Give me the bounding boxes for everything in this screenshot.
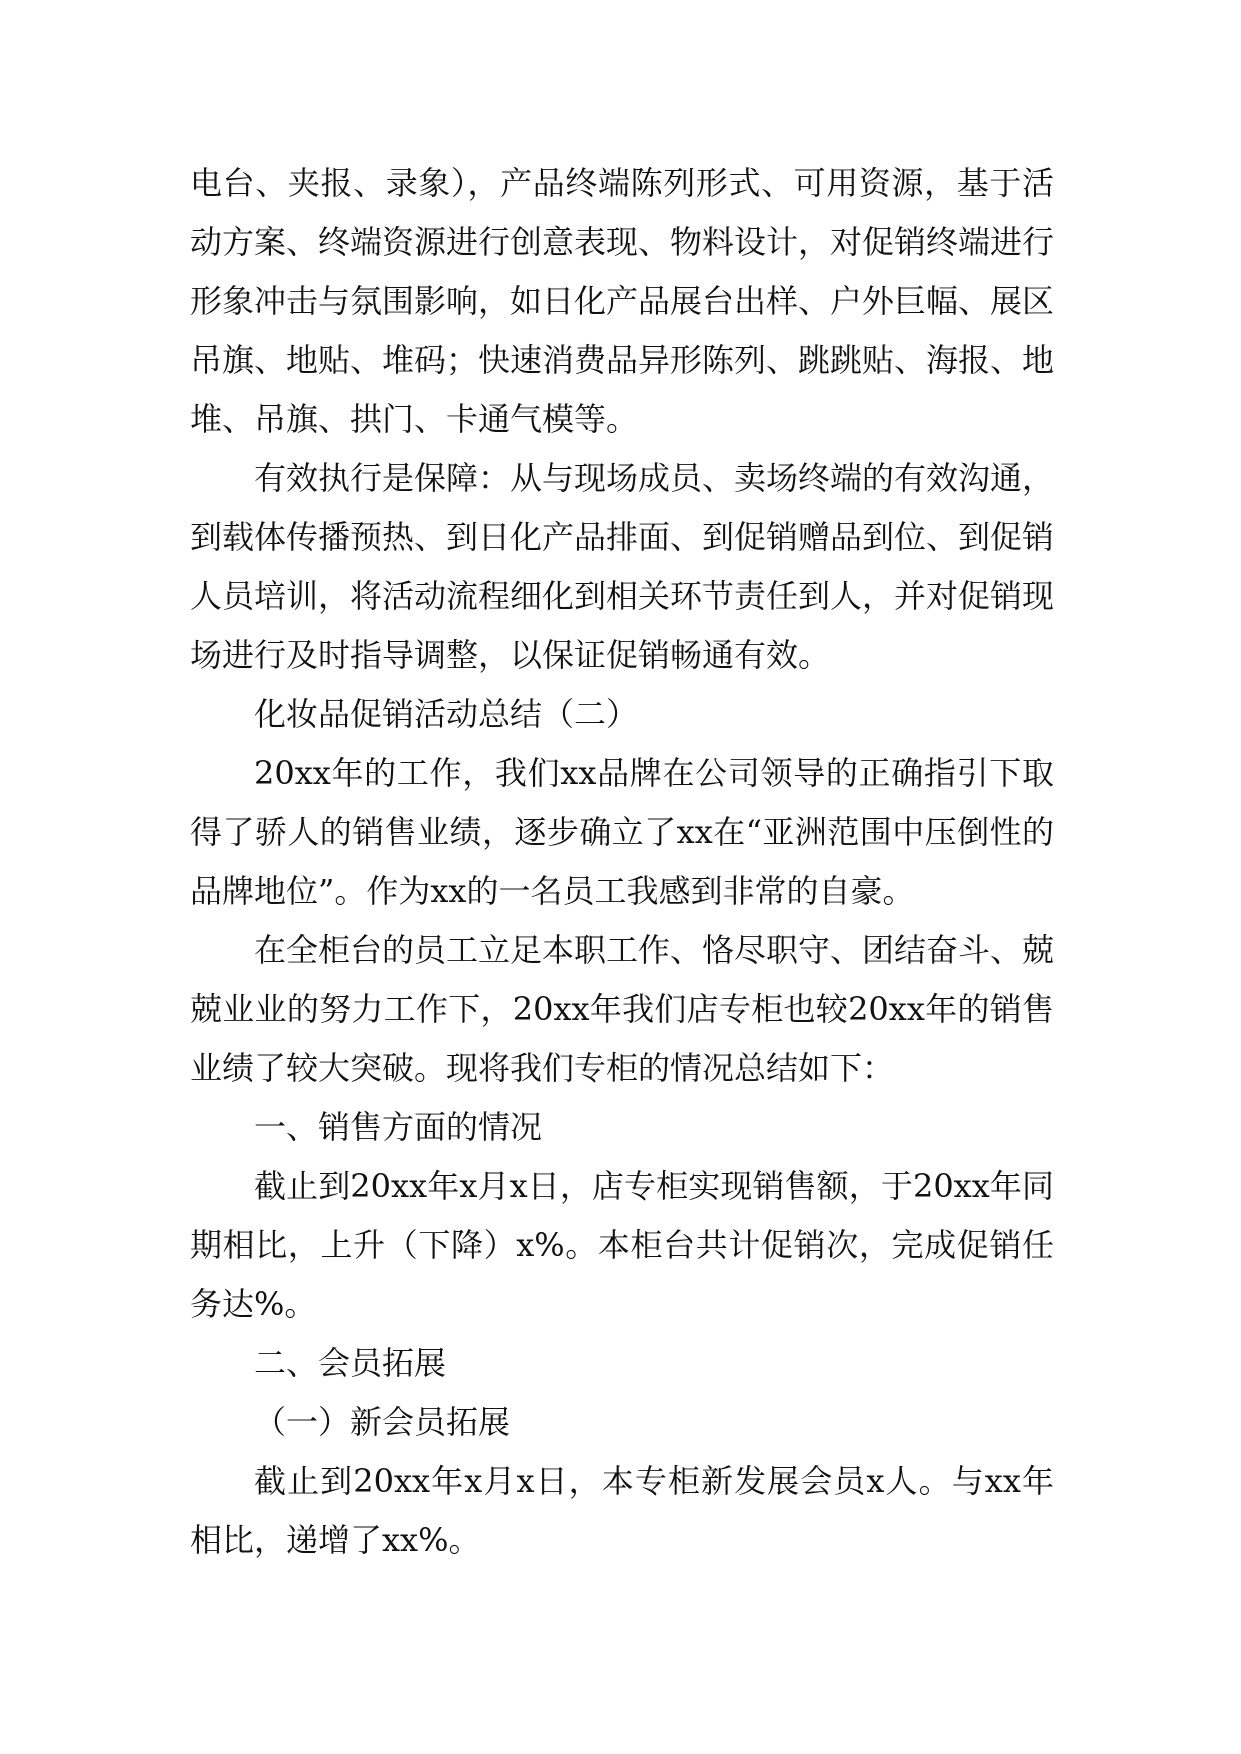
paragraph-sales-figures: 截止到20xx年x月x日，店专柜实现销售额，于20xx年同期相比，上升（下降）x%。本柜台共计促销次，完成促销任务达%。: [190, 1167, 1054, 1323]
document-body: [190, 154, 1054, 1570]
paragraph-counter-staff: 在全柜台的员工立足本职工作、恪尽职守、团结奋斗、兢兢业业的努力工作下，20xx年我们店专柜也较20xx年的销售业绩了较大突破。现将我们专柜的情况总结如下：: [190, 931, 1055, 1087]
heading-member-expansion: 二、会员拓展: [254, 1344, 447, 1382]
subheading-new-members: （一）新会员拓展: [254, 1403, 511, 1441]
paragraph-new-member-count: 截止到20xx年x月x日，本专柜新发展会员x人。与xx年相比，递增了xx%。: [190, 1462, 1054, 1559]
paragraph-promotion-materials: 电台、夹报、录象），产品终端陈列形式、可用资源，基于活动方案、终端资源进行创意表现、物料设计，对促销终端进行形象冲击与氛围影响，如日化产品展台出样、户外巨幅、展区吊旗、地贴、堆码；快速消费品异形陈列、跳跳贴、海报、地堆、吊旗、拱门、卡通气模等。: [190, 164, 1055, 438]
paragraph-yearly-work: 20xx年的工作，我们xx品牌在公司领导的正确指引下取得了骄人的销售业绩，逐步确立了xx在“亚洲范围中压倒性的品牌地位”。作为xx的一名员工我感到非常的自豪。: [190, 754, 1054, 910]
heading-sales-situation: 一、销售方面的情况: [254, 1108, 543, 1146]
paragraph-effective-execution: 有效执行是保障：从与现场成员、卖场终端的有效沟通，到载体传播预热、到日化产品排面、到促销赠品到位、到促销人员培训，将活动流程细化到相关环节责任到人，并对促销现场进行及时指导调整，以保证促销畅通有效。: [190, 459, 1055, 674]
section-title-summary-two: 化妆品促销活动总结（二）: [254, 695, 639, 733]
